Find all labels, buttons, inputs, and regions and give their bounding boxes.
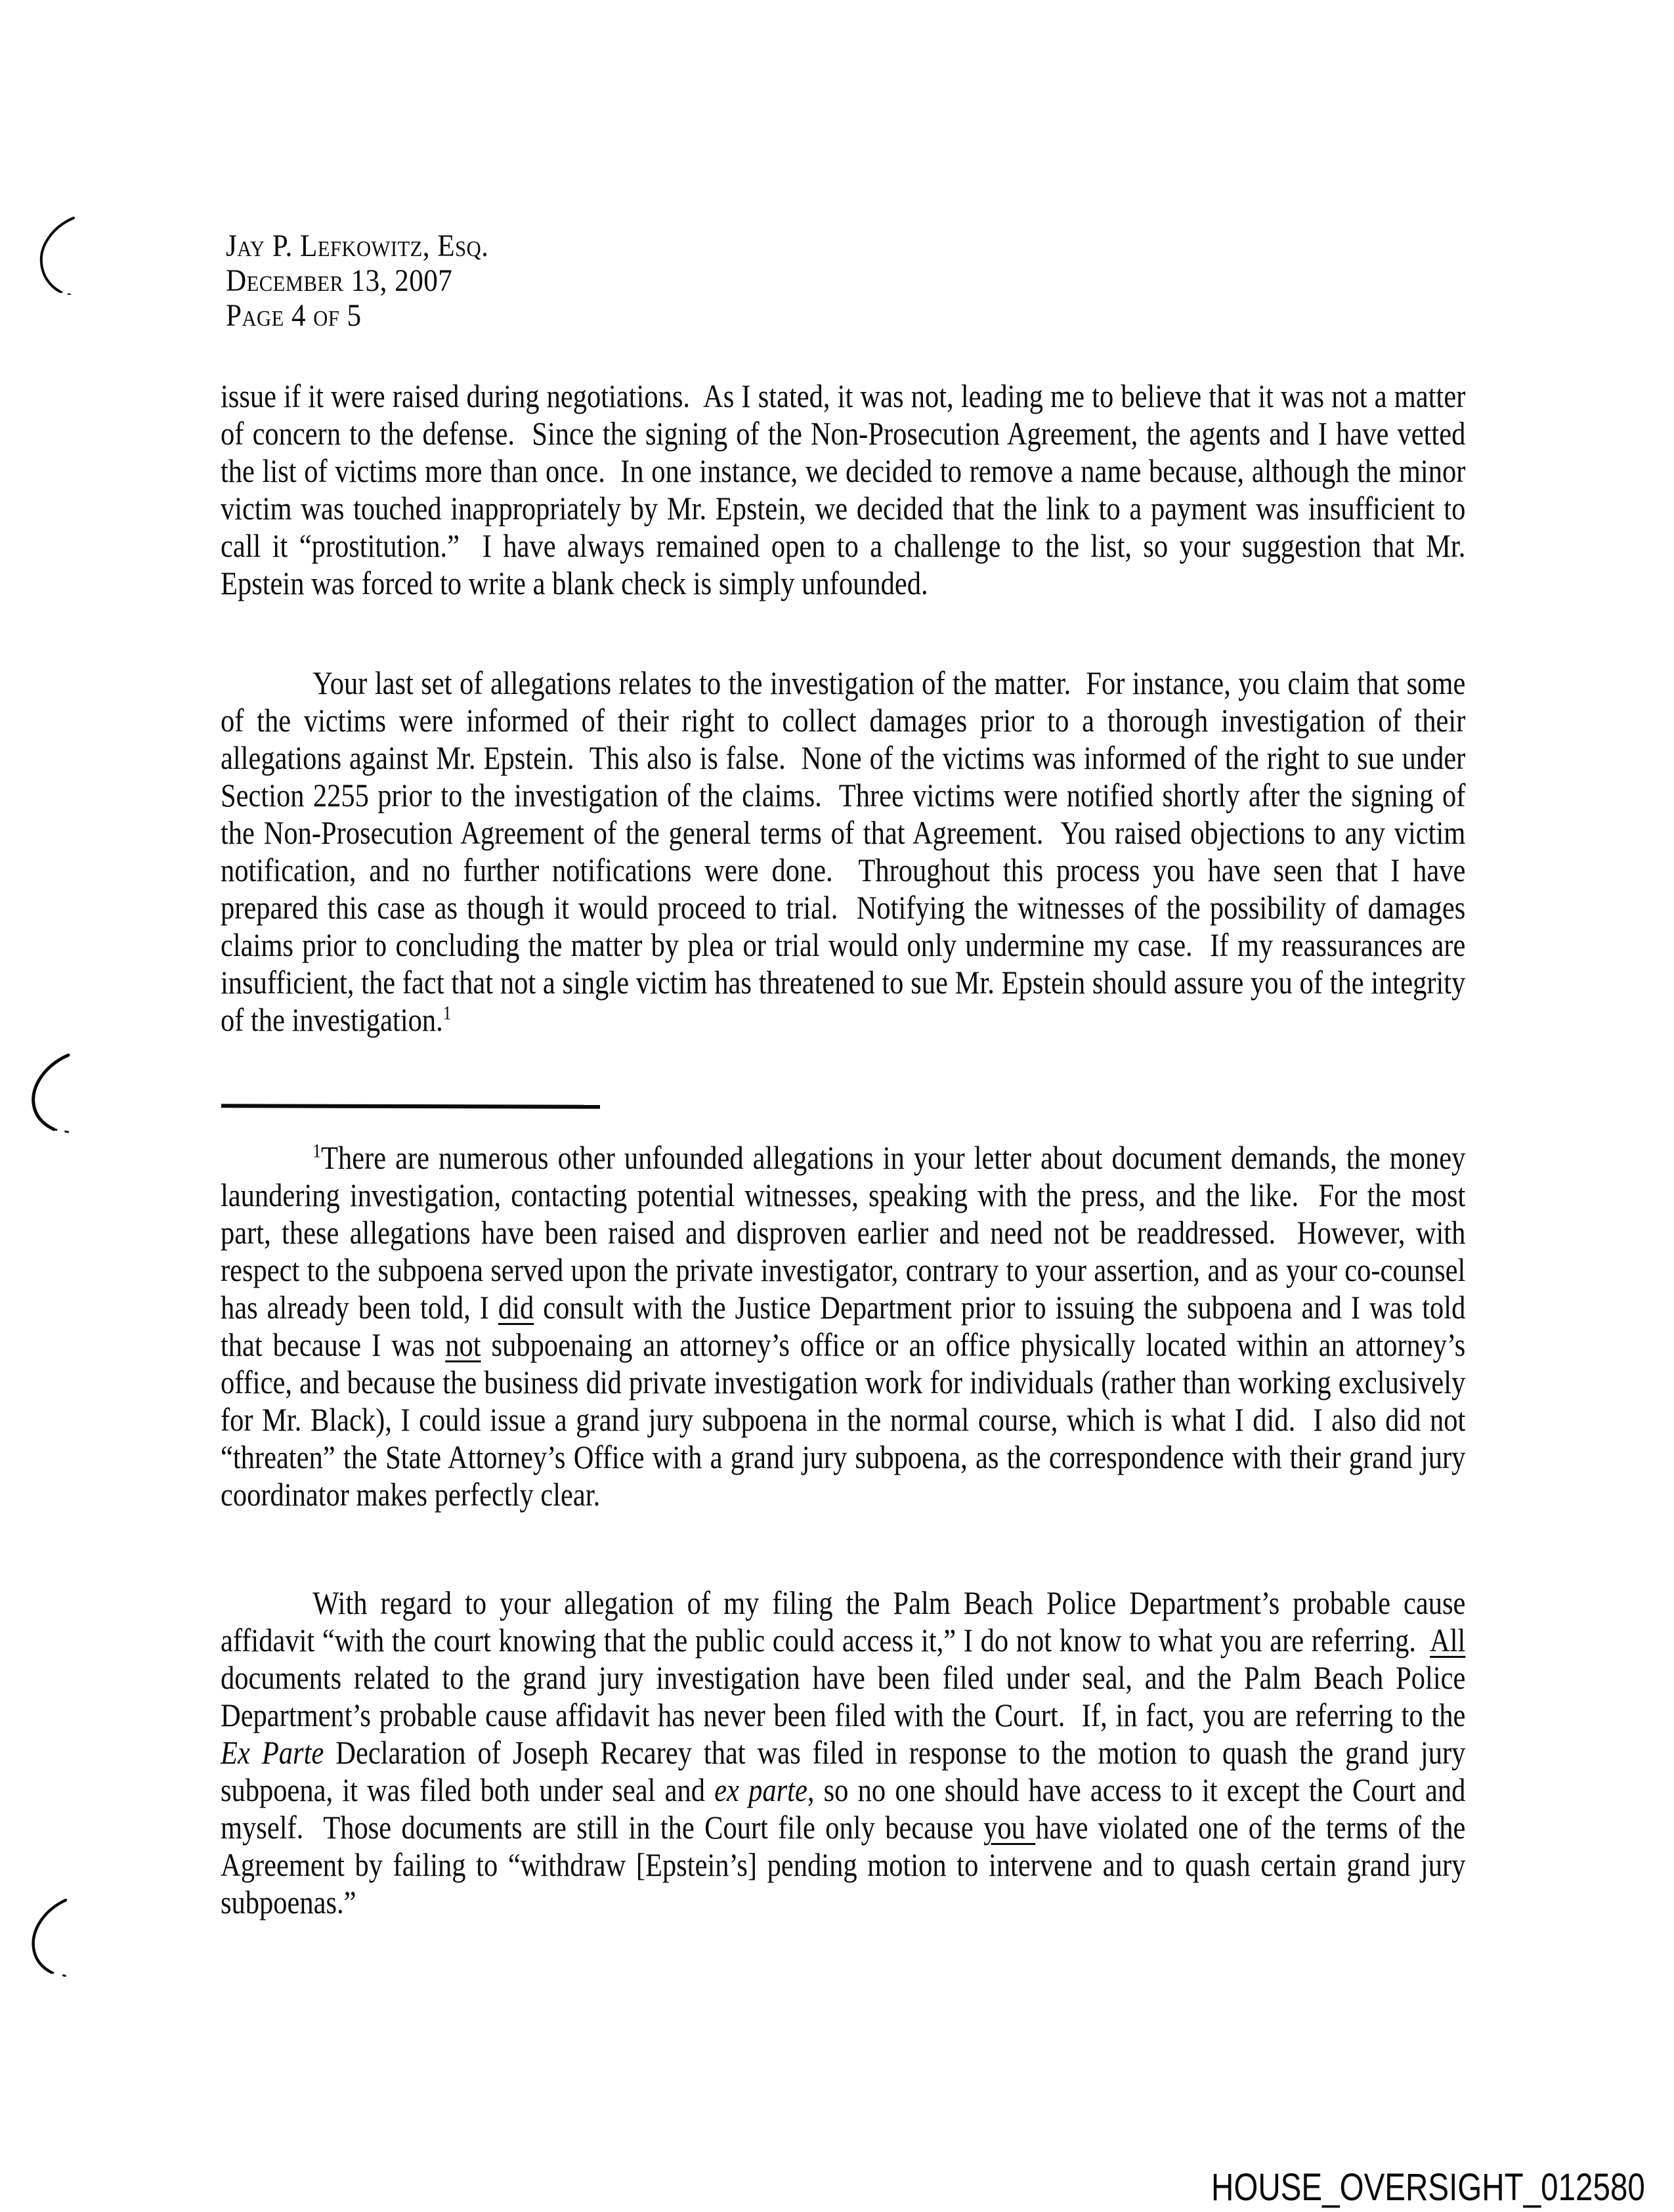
- header-date-line: December 13, 2007: [226, 263, 453, 298]
- bates-stamp: HOUSE_OVERSIGHT_012580: [1211, 2166, 1645, 2209]
- header-page-number-line: Page 4 of 5: [226, 298, 362, 333]
- header-recipient-line: Jay P. Lefkowitz, Esq.: [226, 228, 489, 263]
- letter-header: [226, 228, 488, 333]
- binder-ring-mark-icon: [29, 1051, 77, 1135]
- body-paragraph-1: issue if it were raised during negotiations. As I stated, it was not, leading me to believe that it was not a matter of concern to the defense. Since the signing of the Non-Prosecution Agreement, the agents and I have vetted the list of victims more than once. In one instance, we decided to remove a name because, although the minor victim was touched inappropriately by Mr. Epstein, we decided that the link to a payment was insufficient to call it “prostitution.” I have always remained open to a challenge to the list, so your suggestion that Mr. Epstein was forced to write a blank check is simply unfounded.: [221, 378, 1472, 601]
- footnote-text: $^1$There are numerous other unfounded allegations in your letter about document demands, the money laundering investigation, contacting potential witnesses, speaking with the press, and the like. For the most part, these allegations have been raised and disproven earlier and need not be readdressed. However, with respect to the subpoena served upon the private investigator, contrary to your assertion, and as your co-counsel has already been told, I did consult with the Justice Department prior to issuing the subpoena and I was told that because I was not subpoenaing an attorney’s office or an office physically located within an attorney’s office, and because the business did private investigation work for individuals (rather than working exclusively for Mr. Black), I could issue a grand jury subpoena in the normal course, which is what I did. I also did not “threaten” the State Attorney’s Office with a grand jury subpoena, as the correspondence with their grand jury coordinator makes perfectly clear.: [221, 1139, 1472, 1513]
- body-paragraph-2: Your last set of allegations relates to the investigation of the matter. For instance, you claim that some of the victims were informed of their right to collect damages prior to a thorough investigation of their allegations against Mr. Epstein. This also is false. None of the victims was informed of the right to sue under Section 2255 prior to the investigation of the claims. Three victims were notified shortly after the signing of the Non-Prosecution Agreement of the general terms of that Agreement. You raised objections to any victim notification, and no further notifications were done. Throughout this process you have seen that I have prepared this case as though it would proceed to trial. Notifying the witnesses of the possibility of damages claims prior to concluding the matter by plea or trial would only undermine my case. If my reassurances are insufficient, the fact that not a single victim has threatened to sue Mr. Epstein should assure you of the integrity of the investigation.$^1$: [221, 664, 1472, 1038]
- binder-ring-mark-icon: [29, 1895, 72, 1978]
- binder-ring-mark-icon: [36, 213, 77, 295]
- body-paragraph-3: With regard to your allegation of my filing the Palm Beach Police Department’s probable cause affidavit “with the court knowing that the public could access it,” I do not know to what you are referring. All documents related to the grand jury investigation have been filed under seal, and the Palm Beach Police Department’s probable cause affidavit has never been filed with the Court. If, in fact, you are referring to the Ex Parte Declaration of Joseph Recarey that was filed in response to the motion to quash the grand jury subpoena, it was filed both under seal and ex parte, so no one should have access to it except the Court and myself. Those documents are still in the Court file only because you have violated one of the terms of the Agreement by failing to “withdraw [Epstein’s] pending motion to intervene and to quash certain grand jury subpoenas.”: [221, 1584, 1472, 1920]
- footnote-separator-rule: [221, 1104, 600, 1109]
